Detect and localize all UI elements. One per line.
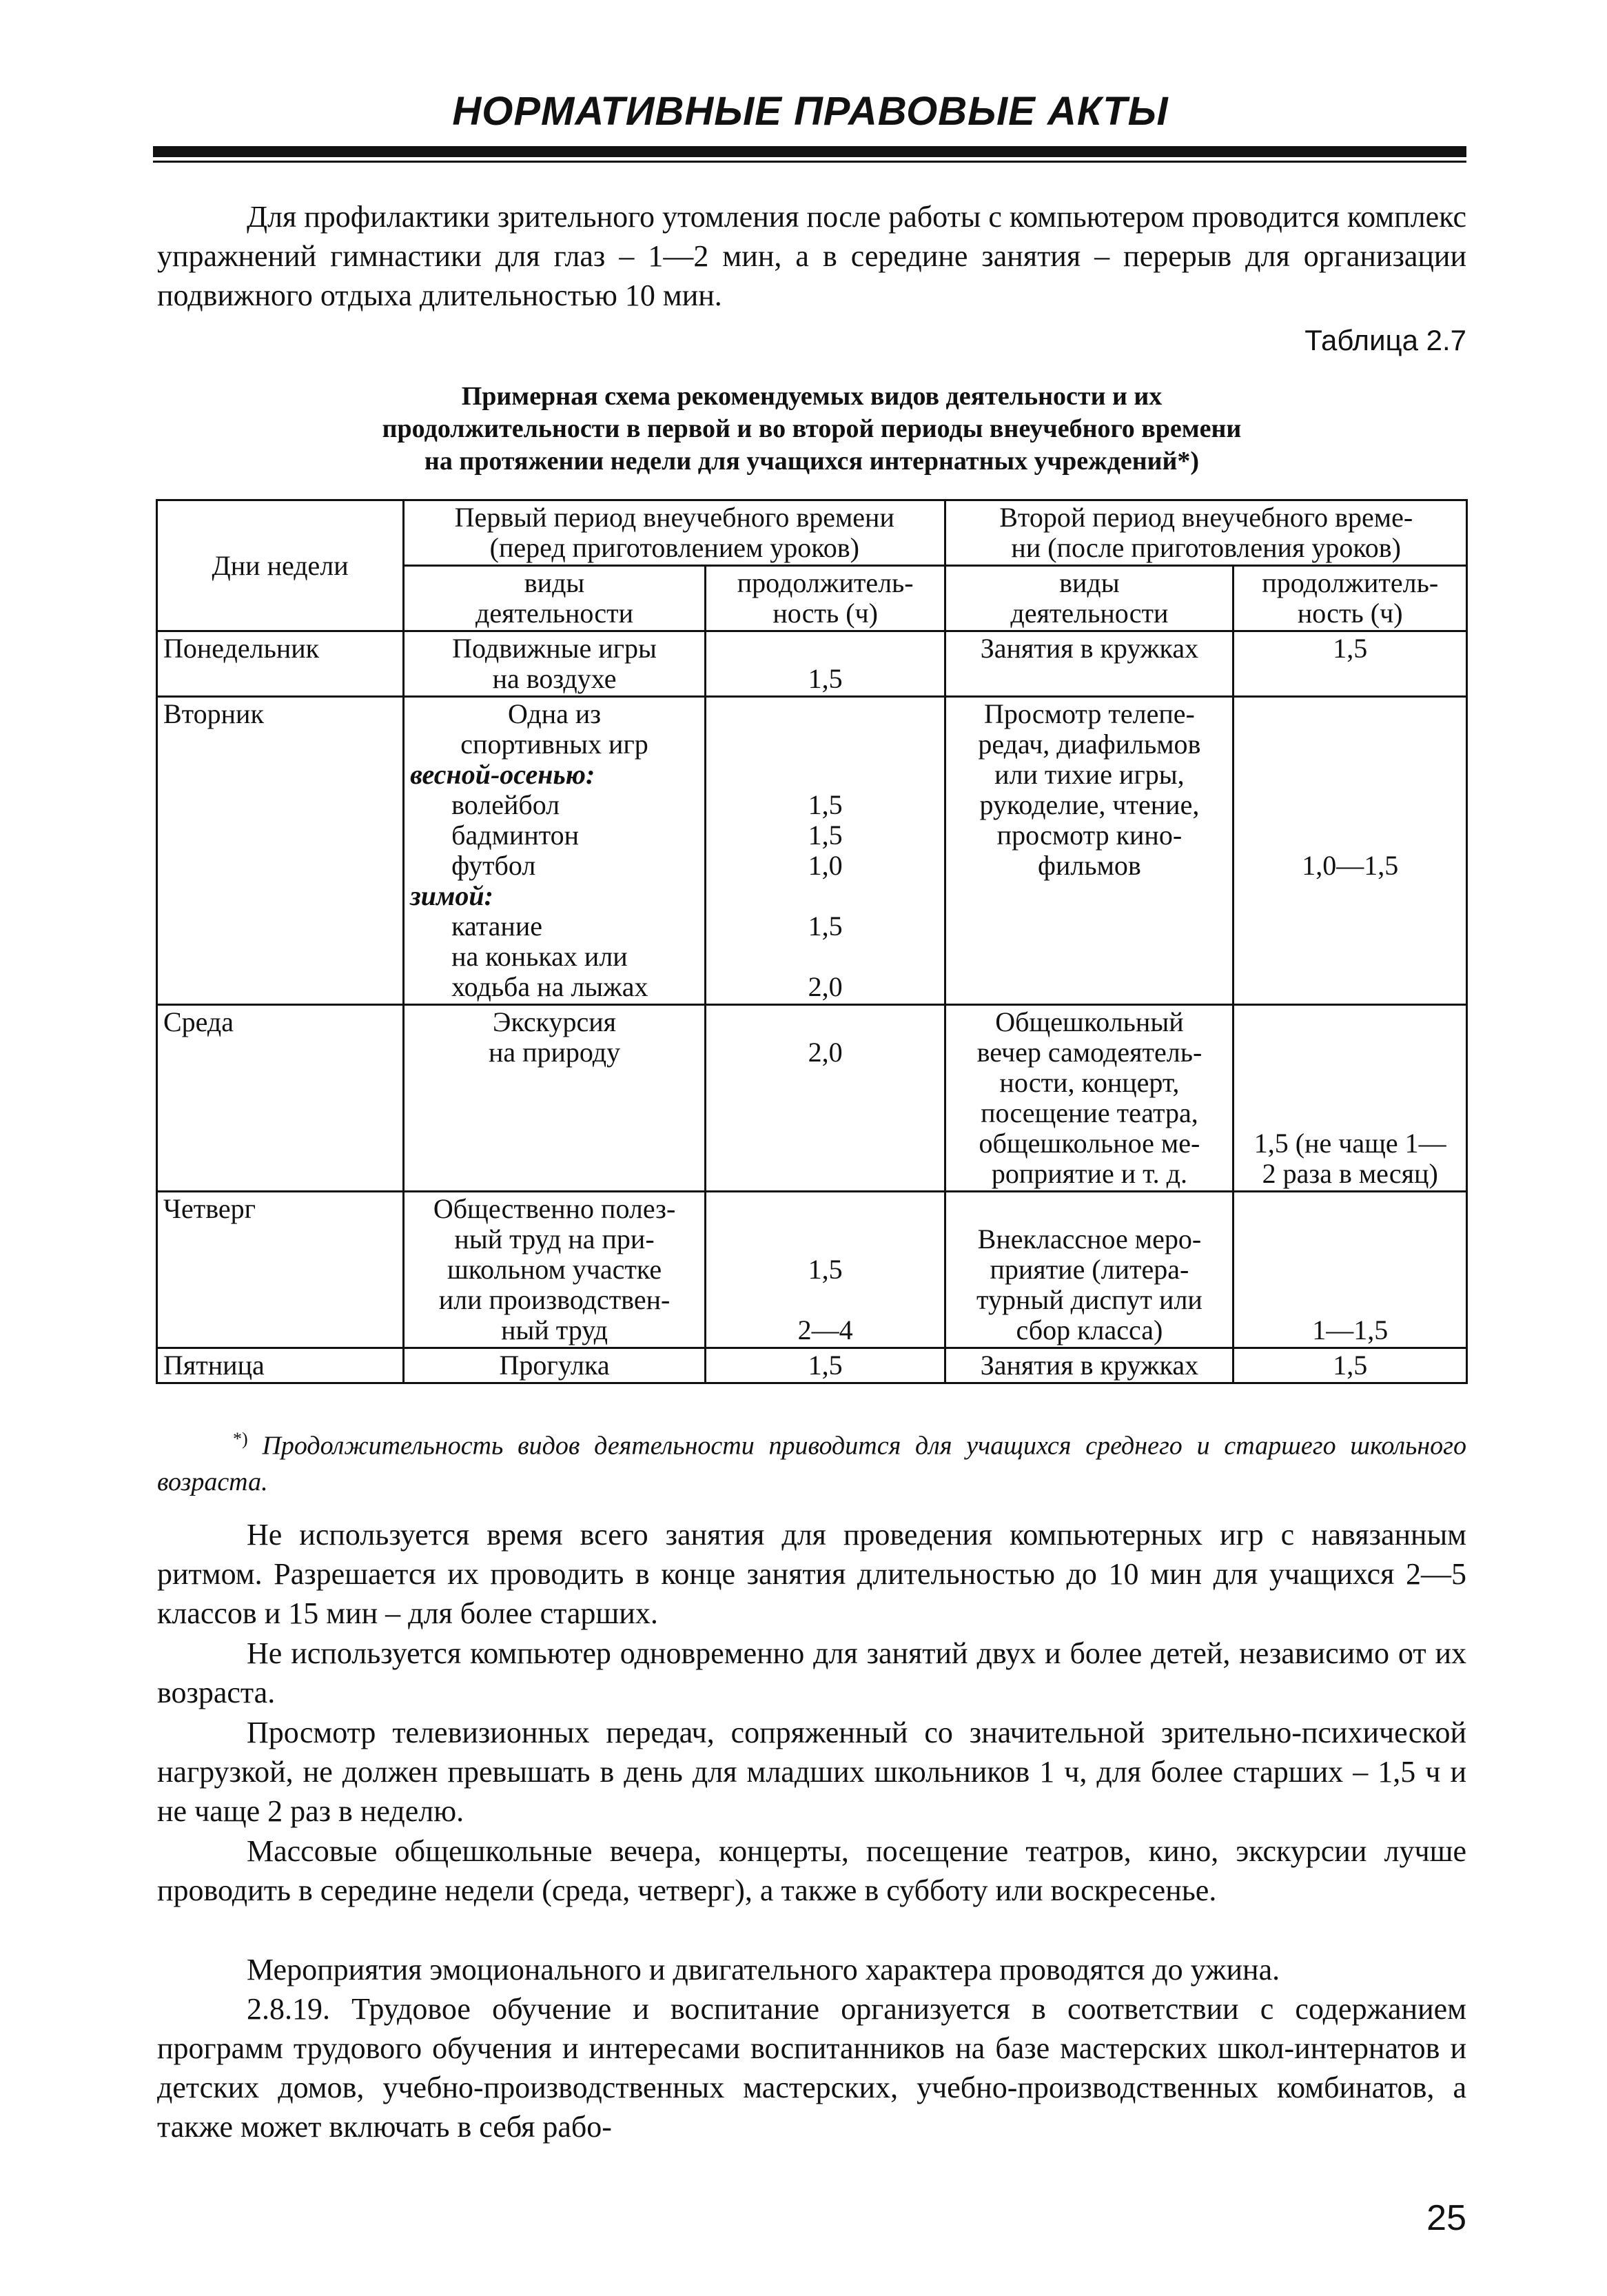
- header-duration-line: ность (ч): [772, 598, 878, 629]
- p1-duration-cell: [705, 1192, 945, 1348]
- cell-line: школьном участке: [447, 1254, 662, 1285]
- header-days: [157, 500, 404, 631]
- body-paragraph: Мероприятия эмоционального и двигательного характера проводятся до ужина.: [247, 1953, 1280, 1987]
- table-caption: [157, 380, 1466, 478]
- cell-line: 1,5: [808, 663, 843, 694]
- header-duration-line: продолжитель-: [737, 567, 914, 598]
- cell-line: турный диспут или: [976, 1284, 1202, 1315]
- cell-line: 1,5: [808, 820, 843, 851]
- caption-line: на протяжении недели для учащихся интернатных учреждений*): [424, 447, 1200, 476]
- p1-duration-cell: 1,5: [705, 1348, 945, 1383]
- cell-line: 1,5: [808, 1254, 843, 1285]
- intro-paragraph: Для профилактики зрительного утомления после работы с компьютером проводится комплекс упражнений гимнастики для глаз – 1—2 мин, а в середине занятия – перерыв для организации подвижного отдыха длительностью 10 мин.: [157, 200, 1466, 312]
- cell-line: 1,5 (не чаще 1—: [1253, 1128, 1446, 1159]
- sport-item: волейбол: [451, 789, 560, 820]
- spacer: [712, 1224, 939, 1254]
- cell-line: 2,0: [808, 971, 843, 1002]
- day-cell: Четверг: [157, 1192, 404, 1348]
- cell-line: ный труд на при-: [454, 1223, 655, 1254]
- cell-line: сбор класса): [1016, 1314, 1163, 1345]
- spacer: [712, 881, 939, 911]
- header-period-2: [945, 500, 1467, 566]
- cell-line: посещение театра,: [981, 1097, 1198, 1128]
- spacer: [712, 760, 939, 790]
- table-row-friday: [157, 1348, 1467, 1383]
- p1-activity-cell: Прогулка: [404, 1348, 706, 1383]
- cell-line: или тихие игры,: [994, 759, 1185, 790]
- body-paragraph: Просмотр телевизионных передач, сопряженный со значительной зрительно-психической нагрузкой, не должен превышать в день для младших школьников 1 ч, для более старших – 1,5 ч и не чаще 2 раз в неделю.: [157, 1716, 1466, 1828]
- page-number: 25: [1426, 2198, 1466, 2238]
- header-rule-thin: [153, 161, 1466, 163]
- p2-activity-cell: [945, 1005, 1234, 1192]
- p1-activity-cell: [404, 1005, 706, 1192]
- cell-line: Экскурсия: [493, 1006, 617, 1037]
- cell-line: спортивных игр: [460, 729, 648, 760]
- cell-line: просмотр кино-: [996, 820, 1183, 851]
- cell-line: 2 раза в месяц): [1262, 1158, 1438, 1189]
- cell-line: Одна из: [508, 698, 602, 729]
- header-period-2-line: Второй период внеучебного време-: [999, 502, 1413, 533]
- cell-line: Общешкольный: [995, 1006, 1184, 1037]
- cell-line: 1,5: [808, 789, 843, 820]
- spacer: [1240, 790, 1460, 820]
- cell-line: 2,0: [808, 1037, 843, 1068]
- spacer: [1240, 729, 1460, 760]
- header-duration-2: [1234, 566, 1467, 631]
- table-number: Таблица 2.7: [1304, 324, 1466, 356]
- cell-line: фильмов: [1038, 850, 1141, 881]
- cell-line: вечер самодеятель-: [976, 1037, 1202, 1068]
- p1-duration-cell: [705, 631, 945, 697]
- table-footnote: [157, 1421, 1466, 1500]
- cell-line: на воздухе: [492, 663, 617, 694]
- cell-line: 1,0—1,5: [1302, 850, 1399, 881]
- header-days-label: Дни недели: [212, 549, 349, 581]
- cell-line: Общественно полез-: [433, 1193, 676, 1224]
- cell-line: Подвижные игры: [452, 633, 657, 664]
- table-row-monday: [157, 631, 1467, 697]
- body-paragraph: Не используется время всего занятия для проведения компьютерных игр с навязанным ритмом. Разрешается их проводить в конце занятия длительностью до 10 мин для учащихся 2—5 классов и 15 мин – для более старших.: [157, 1518, 1466, 1630]
- spacer: [712, 699, 939, 729]
- cell-line: 1,0: [808, 850, 843, 881]
- p1-duration-cell: [705, 1005, 945, 1192]
- season-label: зимой:: [410, 880, 493, 911]
- cell-line: приятие (литера-: [990, 1254, 1189, 1285]
- cell-line: редач, диафильмов: [978, 729, 1201, 760]
- header-activity-line: виды: [524, 567, 585, 598]
- spacer: [1240, 820, 1460, 851]
- header-period-1-line: (перед приготовлением уроков): [489, 532, 859, 563]
- cell-line: Просмотр телепе-: [984, 698, 1195, 729]
- spacer: [712, 633, 939, 664]
- body-paragraph: 2.8.19. Трудовое обучение и воспитание организуется в соответствии с содержанием программ трудового обучения и интересами воспитанников на базе мастерских школ-интернатов и детских домов, учебно-производственных мастерских, учебно-производственных комбинатов, а также может включать в себя рабо-: [157, 1992, 1466, 2144]
- p2-activity-cell: [945, 697, 1234, 1005]
- sport-item: бадминтон: [451, 820, 580, 851]
- header-activity-1: [404, 566, 706, 631]
- cell-line: или производствен-: [438, 1284, 671, 1315]
- body-paragraph: Массовые общешкольные вечера, концерты, посещение театров, кино, экскурсии лучше проводить в середине недели (среда, четверг), а также в субботу или воскресенье.: [157, 1834, 1466, 1907]
- p2-duration-cell: [1234, 1192, 1467, 1348]
- p1-activity-cell: [404, 1192, 706, 1348]
- header-activity-line: деятельности: [475, 598, 634, 629]
- table-row-wednesday: [157, 1005, 1467, 1192]
- header-duration-1: [705, 566, 945, 631]
- cell-line: Внеклассное меро-: [977, 1223, 1202, 1254]
- running-head: НОРМАТИВНЫЕ ПРАВОВЫЕ АКТЫ: [452, 89, 1169, 134]
- caption-line: продолжительности в первой и во второй периоды внеучебного времени: [382, 414, 1242, 443]
- day-cell: Вторник: [157, 697, 404, 1005]
- cell-line: ный труд: [501, 1314, 608, 1345]
- spacer: [712, 1007, 939, 1037]
- table-row-tuesday: [157, 697, 1467, 1005]
- cell-line: 1,5: [808, 911, 843, 942]
- day-cell: Среда: [157, 1005, 404, 1192]
- spacer: [712, 1285, 939, 1315]
- p2-activity-cell: Занятия в кружках: [945, 1348, 1234, 1383]
- p1-duration-cell: [705, 697, 945, 1005]
- table-header-row: [157, 500, 1467, 566]
- sport-item: футбол: [451, 850, 536, 881]
- sport-item: ходьба на лыжах: [451, 971, 648, 1002]
- header-period-1-line: Первый период внеучебного времени: [454, 502, 894, 533]
- spacer: [712, 942, 939, 972]
- sport-item: на коньках или: [451, 941, 628, 972]
- cell-line: на природу: [488, 1037, 621, 1068]
- season-label: весной-осенью:: [410, 759, 595, 790]
- header-rule-thick: [153, 146, 1466, 157]
- spacer: [1240, 760, 1460, 790]
- p1-activity-cell: [404, 697, 706, 1005]
- cell-line: общешкольное ме-: [979, 1128, 1200, 1159]
- spacer: [712, 1194, 939, 1224]
- cell-line: роприятие и т. д.: [991, 1158, 1187, 1189]
- spacer: [712, 729, 939, 760]
- header-activity-2: [945, 566, 1234, 631]
- header-duration-line: продолжитель-: [1262, 567, 1439, 598]
- p2-duration-cell: [1234, 697, 1467, 1005]
- day-cell: Пятница: [157, 1348, 404, 1383]
- p2-duration-cell: [1234, 1005, 1467, 1192]
- caption-line: Примерная схема рекомендуемых видов деятельности и их: [461, 382, 1163, 411]
- cell-line: ности, концерт,: [999, 1067, 1180, 1098]
- header-period-2-line: ни (после приготовления уроков): [1011, 532, 1401, 563]
- p2-duration-cell: 1,5: [1234, 631, 1467, 697]
- sport-item: катание: [451, 911, 542, 942]
- cell-line: 1—1,5: [1312, 1314, 1389, 1345]
- p2-activity-cell: Занятия в кружках: [945, 631, 1234, 697]
- p2-activity-cell: [945, 1192, 1234, 1348]
- spacer: [1240, 699, 1460, 729]
- header-period-1: [404, 500, 945, 566]
- footnote-text: Продолжительность видов деятельности приводится для учащихся среднего и старшего школьного возраста.: [157, 1431, 1466, 1496]
- header-activity-line: виды: [1059, 567, 1120, 598]
- day-cell: Понедельник: [157, 631, 404, 697]
- footnote-mark: *): [233, 1429, 248, 1449]
- table-row-thursday: [157, 1192, 1467, 1348]
- activity-schedule-table: [156, 499, 1468, 1384]
- p1-activity-cell: [404, 631, 706, 697]
- body-paragraph: Не используется компьютер одновременно для занятий двух и более детей, независимо от их возраста.: [157, 1636, 1466, 1709]
- header-activity-line: деятельности: [1010, 598, 1169, 629]
- header-duration-line: ность (ч): [1297, 598, 1403, 629]
- p2-duration-cell: 1,5: [1234, 1348, 1467, 1383]
- cell-line: рукоделие, чтение,: [979, 789, 1200, 820]
- cell-line: 2—4: [797, 1314, 853, 1345]
